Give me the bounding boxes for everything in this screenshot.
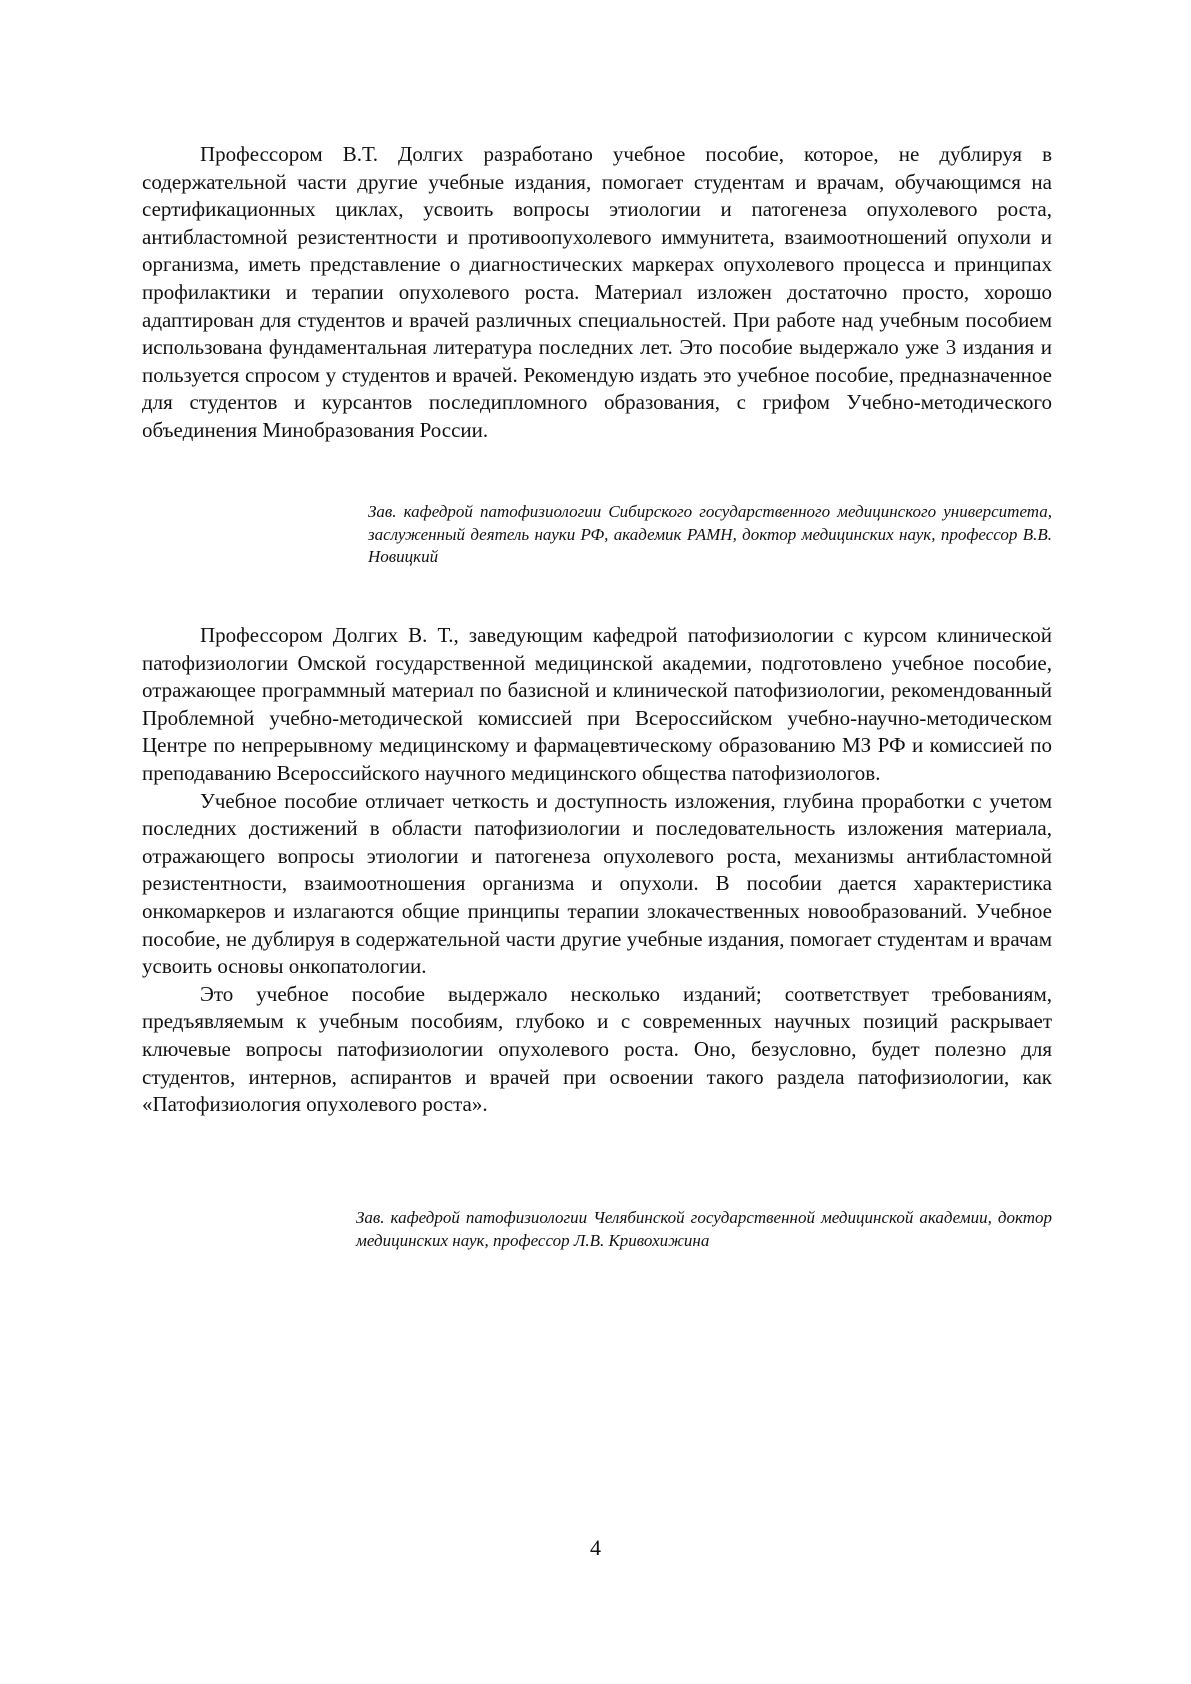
review-paragraph: Это учебное пособие выдержало несколько изданий; соответствует требованиям, предъявляемым к учебным пособиям, глубоко и с современных научных позиций раскрывает ключевые вопросы патофизиологии опухолевого роста. Оно, безусловно, будет полезно для студентов, интернов, аспирантов и врачей при освоении такого раздела патофизиологии, как «Патофизиология опухолевого роста». (142, 981, 1052, 1117)
reviewer-signature: Зав. кафедрой патофизиологии Сибирского государственного медицинского университета, заслуженный деятель науки РФ, академик РАМН, доктор медицинских наук, профессор В.В. Новицкий (368, 502, 1052, 566)
review-paragraph: Профессором Долгих В. Т., заведующим кафедрой патофизиологии с курсом клинической патофизиологии Омской государственной медицинской академии, подготовлено учебное пособие, отражающее программный материал по базисной и клинической патофизиологии, рекомендованный Проблемной учебно-методической комиссией при Всероссийском учебно-научно-методическом Центре по непрерывному медицинскому и фармацевтическому образованию МЗ РФ и комиссией по преподаванию Всероссийского научного медицинского общества патофизиологов. (142, 623, 1052, 785)
review-novitsky (142, 141, 1052, 445)
reviewer-signature: Зав. кафедрой патофизиологии Челябинской государственной медицинской академии, доктор медицинских наук, профессор Л.В. Кривохижина (356, 1208, 1052, 1250)
review-paragraph: Учебное пособие отличает четкость и доступность изложения, глубина проработки с учетом последних достижений в области патофизиологии и последовательность изложения материала, отражающего вопросы этиологии и патогенеза опухолевого роста, механизмы антибластомной резистентности, взаимоотношения организма и опухоли. В пособии дается характеристика онкомаркеров и излагаются общие принципы терапии злокачественных новообразований. Учебное пособие, не дублируя в содержательной части другие учебные издания, помогает студентам и врачам усвоить основы онкопатологии. (142, 788, 1052, 979)
review-paragraph: Профессором В.Т. Долгих разработано учебное пособие, которое, не дублируя в содержательной части другие учебные издания, помогает студентам и врачам, обучающимся на сертификационных циклах, усвоить вопросы этиологии и патогенеза опухолевого роста, антибластомной резистентности и противоопухолевого иммунитета, взаимоотношений опухоли и организма, иметь представление о диагностических маркерах опухолевого процесса и принципах профилактики и терапии опухолевого роста. Материал изложен достаточно просто, хорошо адаптирован для студентов и врачей различных специальностей. При работе над учебным пособием использована фундаментальная литература последних лет. Это пособие выдержало уже 3 издания и пользуется спросом у студентов и врачей. Рекомендую издать это учебное пособие, предназначенное для студентов и курсантов последипломного образования, с грифом Учебно-методического объединения Минобразования России. (142, 142, 1052, 442)
review-krivokhizhina (142, 622, 1052, 1119)
page-number: 4 (590, 1535, 601, 1560)
